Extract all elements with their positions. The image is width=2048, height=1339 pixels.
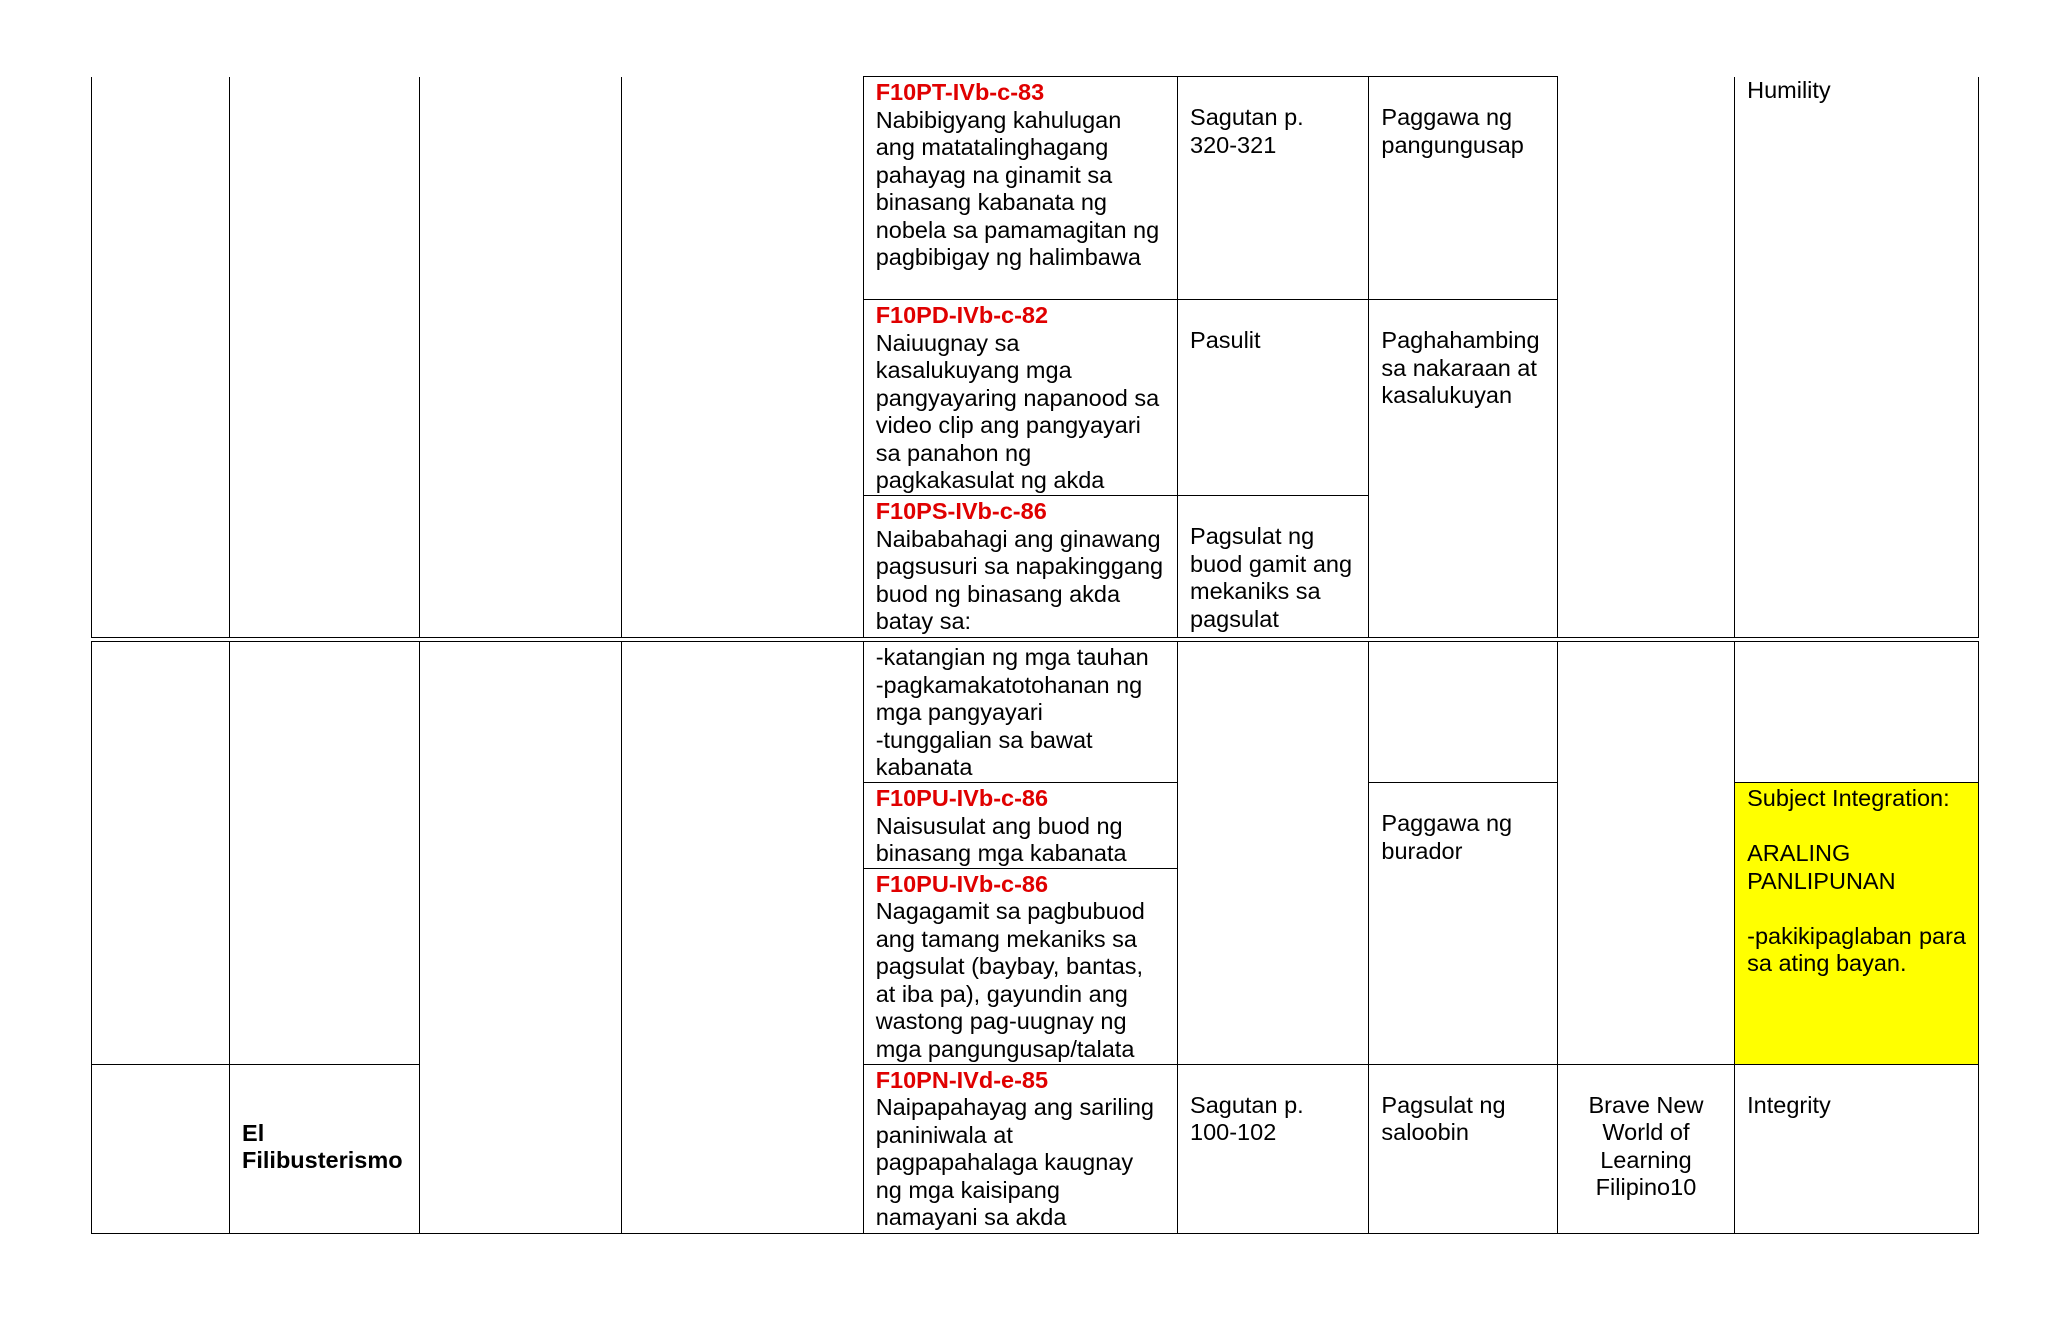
assessment-cell: [1178, 642, 1369, 1065]
competency-desc: Naipapahayag ang sariling paniniwala at pagpapahalaga kaugnay ng mga kaisipang namayani sa akda: [875, 1094, 1154, 1230]
value-cell: [1735, 642, 1979, 783]
competency-desc: Nabibigyang kahulugan ang matatalinghagang pahayag na ginamit sa binasang kabanata ng nobela sa pamamagitan ng pagbibigay ng halimbawa: [875, 106, 1160, 270]
assessment-cell: Sagutan p. 100-102: [1178, 1064, 1369, 1233]
curriculum-table-top: [91, 76, 1979, 638]
integration-subject: ARALING PANLIPUNAN: [1747, 840, 1896, 894]
activity-cell: Pagsulat ng saloobin: [1369, 1064, 1557, 1233]
competency-cell: [863, 300, 1177, 496]
subject-integration-cell: [1735, 783, 1979, 1065]
col2-cell: [230, 77, 420, 638]
competency-desc: Naibabahagi ang ginawang pagsusuri sa napakinggang buod ng binasang akda batay sa:: [875, 525, 1164, 634]
competency-code: F10PU-IVb-c-86: [875, 785, 1049, 811]
activity-cell: Paggawa ng burador: [1369, 783, 1557, 1065]
col2-cell: [230, 642, 420, 1065]
assessment-cell: Pagsulat ng buod gamit ang mekaniks sa pagsulat: [1178, 496, 1369, 638]
competency-desc: Naisusulat ang buod ng binasang mga kabanata: [875, 812, 1127, 866]
col3-cell: [420, 77, 621, 638]
assessment-cell: Pasulit: [1178, 300, 1369, 496]
curriculum-table-bottom: [91, 641, 1979, 1234]
assessment-cell: Sagutan p. 320-321: [1178, 77, 1369, 300]
competency-cell: [863, 642, 1177, 783]
competency-line: -tunggalian sa bawat kabanata: [875, 726, 1093, 780]
value-cell: Humility: [1735, 77, 1979, 638]
value-cell: Integrity: [1735, 1064, 1979, 1233]
topic-cell: El Filibusterismo: [230, 1064, 420, 1233]
competency-line: -pagkamakatotohanan ng mga pangyayari: [875, 671, 1143, 725]
col1-cell: [92, 77, 230, 638]
resource-cell: Brave New World of Learning Filipino10: [1557, 1064, 1734, 1233]
col1-cell: [92, 1064, 230, 1233]
activity-cell: [1369, 642, 1557, 783]
competency-code: F10PS-IVb-c-86: [875, 498, 1047, 524]
competency-desc: Nagagamit sa pagbubuod ang tamang mekaniks sa pagsulat (baybay, bantas, at iba pa), gayundin ang wastong pag-uugnay ng mga pangungusap/talata: [875, 898, 1145, 1062]
integration-title: Subject Integration:: [1747, 785, 1950, 811]
col1-cell: [92, 642, 230, 1065]
competency-code: F10PD-IVb-c-82: [875, 302, 1049, 328]
competency-line: -katangian ng mga tauhan: [875, 644, 1149, 670]
competency-cell: [863, 1064, 1177, 1233]
col4-cell: [621, 642, 863, 1234]
competency-code: F10PN-IVd-e-85: [875, 1066, 1049, 1093]
col8-cell: [1557, 77, 1734, 638]
competency-cell: [863, 868, 1177, 1064]
activity-cell: Paghahambing sa nakaraan at kasalukuyan: [1369, 300, 1557, 638]
competency-cell: [863, 496, 1177, 638]
competency-code: F10PT-IVb-c-83: [875, 79, 1045, 105]
col4-cell: [621, 77, 863, 638]
col3-cell: [420, 642, 621, 1234]
competency-desc: Naiuugnay sa kasalukuyang mga pangyayaring napanood sa video clip ang pangyayari sa panahon ng pagkakasulat ng akda: [875, 329, 1160, 493]
activity-cell: Paggawa ng pangungusap: [1369, 77, 1557, 300]
competency-cell: [863, 783, 1177, 869]
competency-code: F10PU-IVb-c-86: [875, 870, 1049, 897]
competency-cell: [863, 77, 1177, 300]
integration-detail: -pakikipaglaban para sa ating bayan.: [1747, 922, 1966, 976]
col8-cell: [1557, 642, 1734, 1065]
